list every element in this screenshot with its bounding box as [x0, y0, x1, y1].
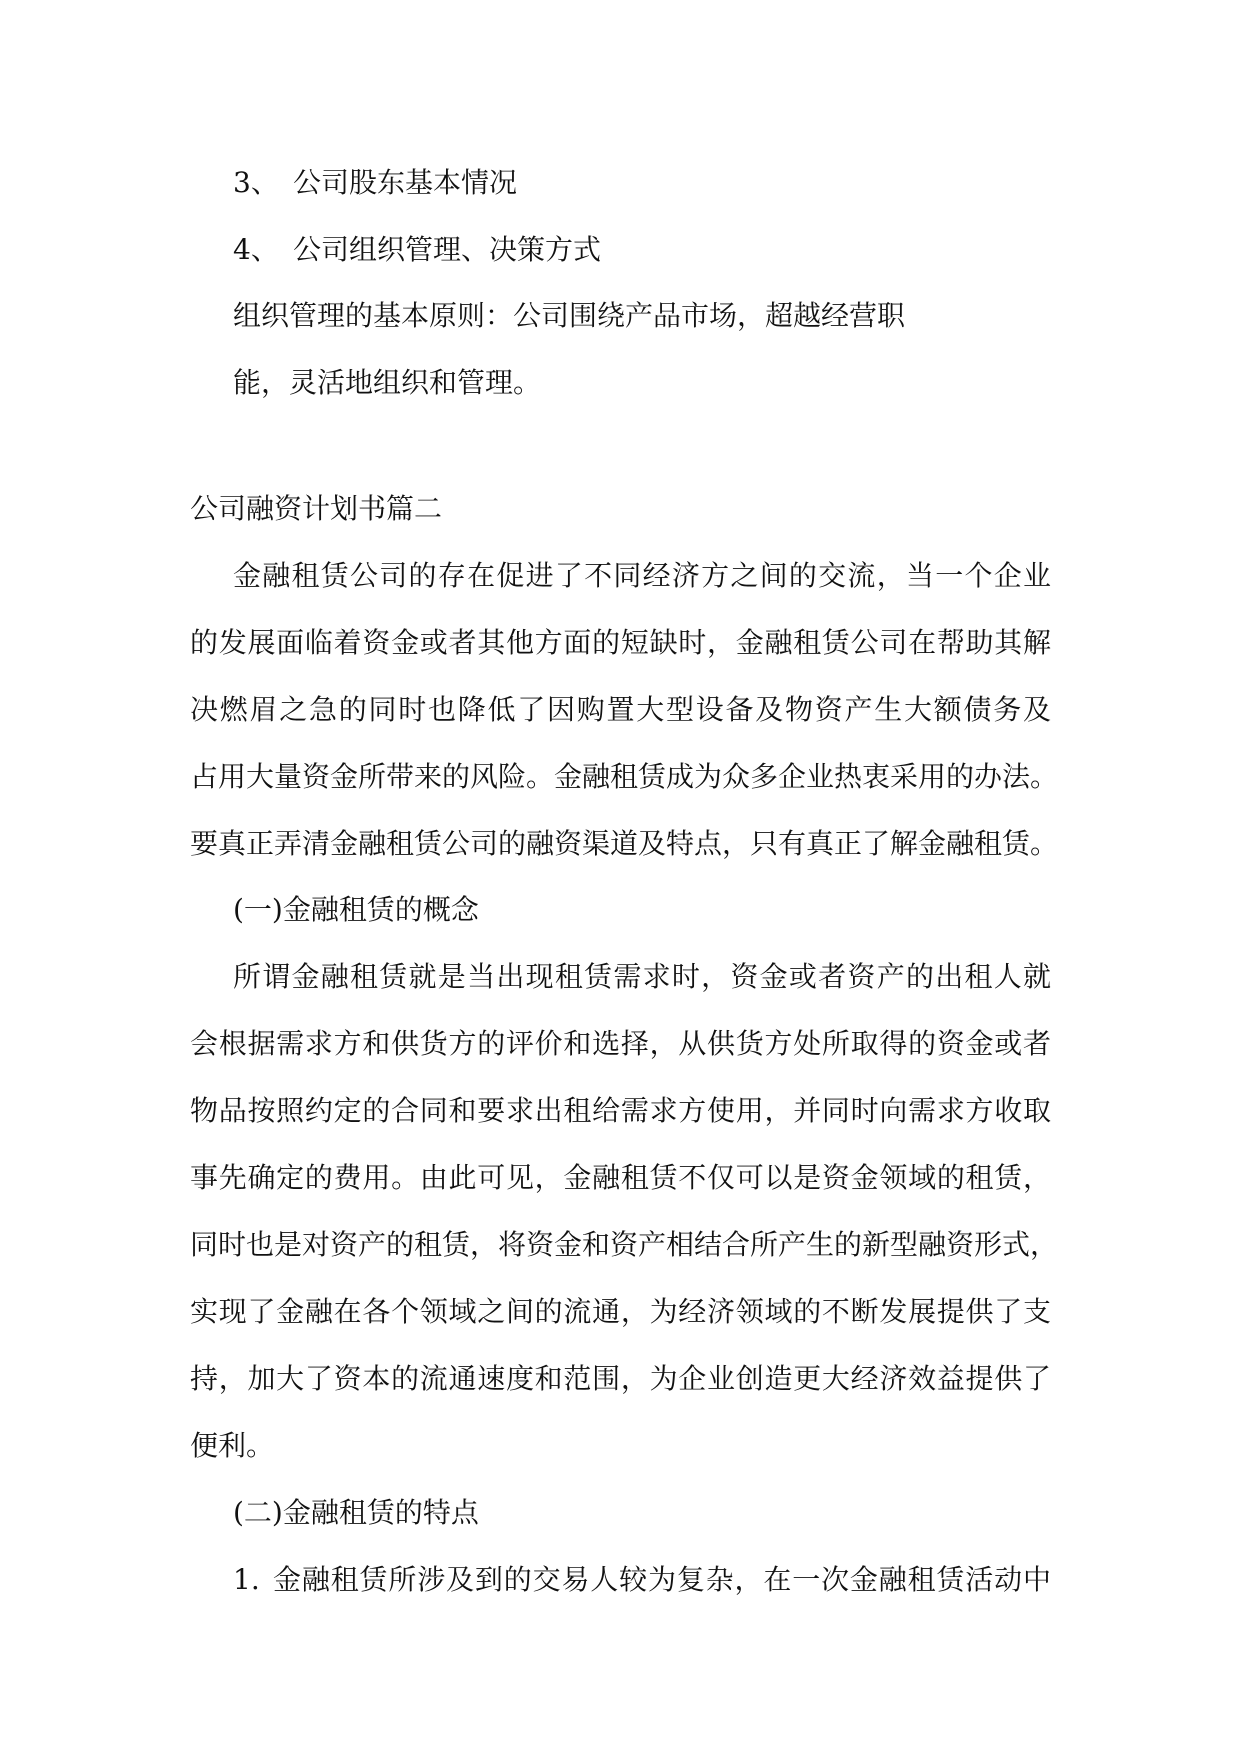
list-number: 3、: [233, 166, 279, 199]
para1-line-3: 决燃眉之急的同时也降低了因购置大型设备及物资产生大额债务及: [190, 693, 1051, 726]
principle-line-2: 能，灵活地组织和管理。: [233, 366, 542, 399]
para2-line-6: 实现了金融在各个领域之间的流通，为经济领域的不断发展提供了支: [190, 1295, 1051, 1328]
para2-line-5: 同时也是对资产的租赁，将资金和资产相结合所产生的新型融资形式，: [190, 1228, 1059, 1261]
para1-line-4: 占用大量资金所带来的风险。金融租赁成为众多企业热衷采用的办法。: [190, 760, 1059, 793]
subheading-concept: (一)金融租赁的概念: [233, 893, 479, 926]
para2-line-2: 会根据需求方和供货方的评价和选择，从供货方处所取得的资金或者: [190, 1027, 1051, 1060]
subheading-features: (二)金融租赁的特点: [233, 1496, 479, 1529]
para2-line-8: 便利。: [190, 1429, 275, 1462]
list-text: 公司股东基本情况: [293, 166, 518, 199]
feature-item-1: [233, 1563, 1051, 1597]
para2-line-4: 事先确定的费用。由此可见，金融租赁不仅可以是资金领域的租赁，: [190, 1161, 1051, 1194]
para1-line-1: 金融租赁公司的存在促进了不同经济方之间的交流，当一个企业: [233, 559, 1051, 592]
para1-line-5: 要真正弄清金融租赁公司的融资渠道及特点，只有真正了解金融租赁。: [190, 827, 1059, 860]
section-title: 公司融资计划书篇二: [190, 492, 443, 525]
para2-line-3: 物品按照约定的合同和要求出租给需求方使用，并同时向需求方收取: [190, 1094, 1051, 1127]
principle-line-1: 组织管理的基本原则：公司围绕产品市场，超越经营职: [233, 299, 906, 332]
list-text: 金融租赁所涉及到的交易人较为复杂，在一次金融租赁活动中: [273, 1563, 1051, 1596]
para2-line-7: 持，加大了资本的流通速度和范围，为企业创造更大经济效益提供了: [190, 1362, 1051, 1395]
para1-line-2: 的发展面临着资金或者其他方面的短缺时，金融租赁公司在帮助其解: [190, 626, 1051, 659]
list-number: 4、: [233, 233, 279, 266]
list-item-4: [233, 233, 833, 267]
list-text: 公司组织管理、决策方式: [293, 233, 602, 266]
list-item-3: [233, 166, 833, 200]
para2-line-1: 所谓金融租赁就是当出现租赁需求时，资金或者资产的出租人就: [233, 960, 1051, 993]
list-number: 1.: [233, 1563, 260, 1596]
